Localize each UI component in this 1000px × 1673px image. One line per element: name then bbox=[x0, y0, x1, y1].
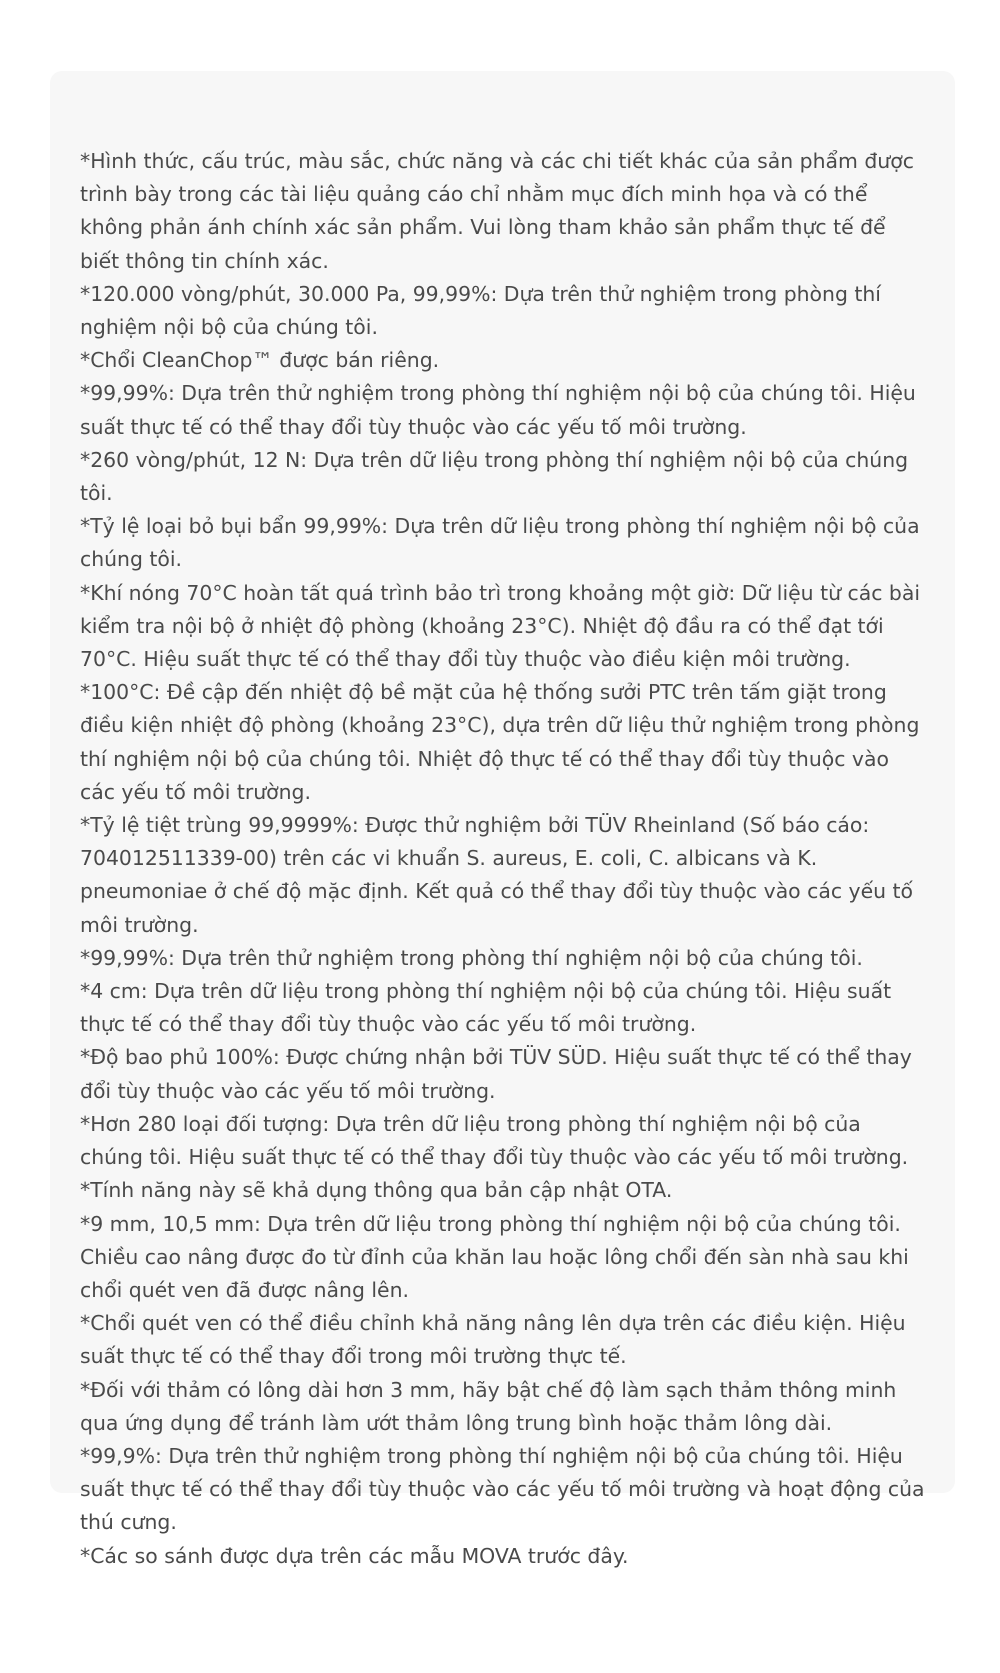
disclaimer-note: *Chổi quét ven có thể điều chỉnh khả năng nâng lên dựa trên các điều kiện. Hiệu suất thực tế có thể thay đổi trong môi trường thực tế. bbox=[80, 1311, 906, 1369]
disclaimer-note: *99,9%: Dựa trên thử nghiệm trong phòng thí nghiệm nội bộ của chúng tôi. Hiệu suất thực tế có thể thay đổi tùy thuộc vào các yếu tố môi trường và hoạt động của thú cưng. bbox=[80, 1443, 925, 1535]
disclaimer-note: *Hình thức, cấu trúc, màu sắc, chức năng và các chi tiết khác của sản phẩm được trình bày trong các tài liệu quảng cáo chỉ nhằm mục đích minh họa và có thể không phản ánh chính xác sản phẩm. Vui lòng tham khảo sản phẩm thực tế để biết thông tin chính xác. bbox=[80, 149, 914, 273]
disclaimer-note: *Đối với thảm có lông dài hơn 3 mm, hãy bật chế độ làm sạch thảm thông minh qua ứng dụng để tránh làm ướt thảm lông trung bình hoặc thảm lông dài. bbox=[80, 1377, 897, 1435]
disclaimer-note: *Độ bao phủ 100%: Được chứng nhận bởi TÜV SÜD. Hiệu suất thực tế có thể thay đổi tùy thuộc vào các yếu tố môi trường. bbox=[80, 1045, 912, 1103]
disclaimer-card bbox=[50, 71, 955, 1568]
disclaimer-note: *120.000 vòng/phút, 30.000 Pa, 99,99%: Dựa trên thử nghiệm trong phòng thí nghiệm nội bộ của chúng tôi. bbox=[80, 281, 881, 340]
disclaimer-note: *100°C: Đề cập đến nhiệt độ bề mặt của hệ thống sưởi PTC trên tấm giặt trong điều kiện nhiệt độ phòng (khoảng 23°C), dựa trên dữ liệu thử nghiệm trong phòng thí nghiệm nội bộ của chúng tôi. Nhiệt độ thực tế có thể thay đổi tùy thuộc vào các yếu tố môi trường. bbox=[80, 680, 920, 804]
disclaimer-note: *Tính năng này sẽ khả dụng thông qua bản cập nhật OTA. bbox=[80, 1178, 673, 1203]
disclaimer-note: *Tỷ lệ loại bỏ bụi bẩn 99,99%: Dựa trên dữ liệu trong phòng thí nghiệm nội bộ của chúng tôi. bbox=[80, 514, 920, 572]
disclaimer-note: *Chổi CleanChop™ được bán riêng. bbox=[80, 348, 440, 373]
disclaimer-note: *99,99%: Dựa trên thử nghiệm trong phòng thí nghiệm nội bộ của chúng tôi. Hiệu suất thực tế có thể thay đổi tùy thuộc vào các yếu tố môi trường. bbox=[80, 381, 916, 439]
disclaimer-note: *Khí nóng 70°C hoàn tất quá trình bảo trì trong khoảng một giờ: Dữ liệu từ các bài kiểm tra nội bộ ở nhiệt độ phòng (khoảng 23°C). Nhiệt độ đầu ra có thể đạt tới 70°C. Hiệu suất thực tế có thể thay đổi tùy thuộc vào điều kiện môi trường. bbox=[80, 580, 920, 672]
disclaimer-note: *260 vòng/phút, 12 N: Dựa trên dữ liệu trong phòng thí nghiệm nội bộ của chúng tôi. bbox=[80, 447, 909, 506]
disclaimer-note: *9 mm, 10,5 mm: Dựa trên dữ liệu trong phòng thí nghiệm nội bộ của chúng tôi. Chiều cao nâng được đo từ đỉnh của khăn lau hoặc lông chổi đến sàn nhà sau khi chổi quét ven đã được nâng lên. bbox=[80, 1211, 909, 1302]
disclaimer-note: *4 cm: Dựa trên dữ liệu trong phòng thí nghiệm nội bộ của chúng tôi. Hiệu suất thực tế có thể thay đổi tùy thuộc vào các yếu tố môi trường. bbox=[80, 979, 892, 1037]
disclaimer-note: *Hơn 280 loại đối tượng: Dựa trên dữ liệu trong phòng thí nghiệm nội bộ của chúng tôi. Hiệu suất thực tế có thể thay đổi tùy thuộc vào các yếu tố môi trường. bbox=[80, 1111, 909, 1170]
disclaimer-note: *Các so sánh được dựa trên các mẫu MOVA trước đây. bbox=[80, 1543, 629, 1568]
disclaimer-notes-list bbox=[80, 145, 925, 1573]
disclaimer-note: *Tỷ lệ tiệt trùng 99,9999%: Được thử nghiệm bởi TÜV Rheinland (Số báo cáo: 704012511339-00) trên các vi khuẩn S. aureus, E. coli, C. albicans và K. pneumoniae ở chế độ mặc định. Kết quả có thể thay đổi tùy thuộc vào các yếu tố môi trường. bbox=[80, 813, 914, 937]
disclaimer-note: *99,99%: Dựa trên thử nghiệm trong phòng thí nghiệm nội bộ của chúng tôi. bbox=[80, 945, 863, 970]
